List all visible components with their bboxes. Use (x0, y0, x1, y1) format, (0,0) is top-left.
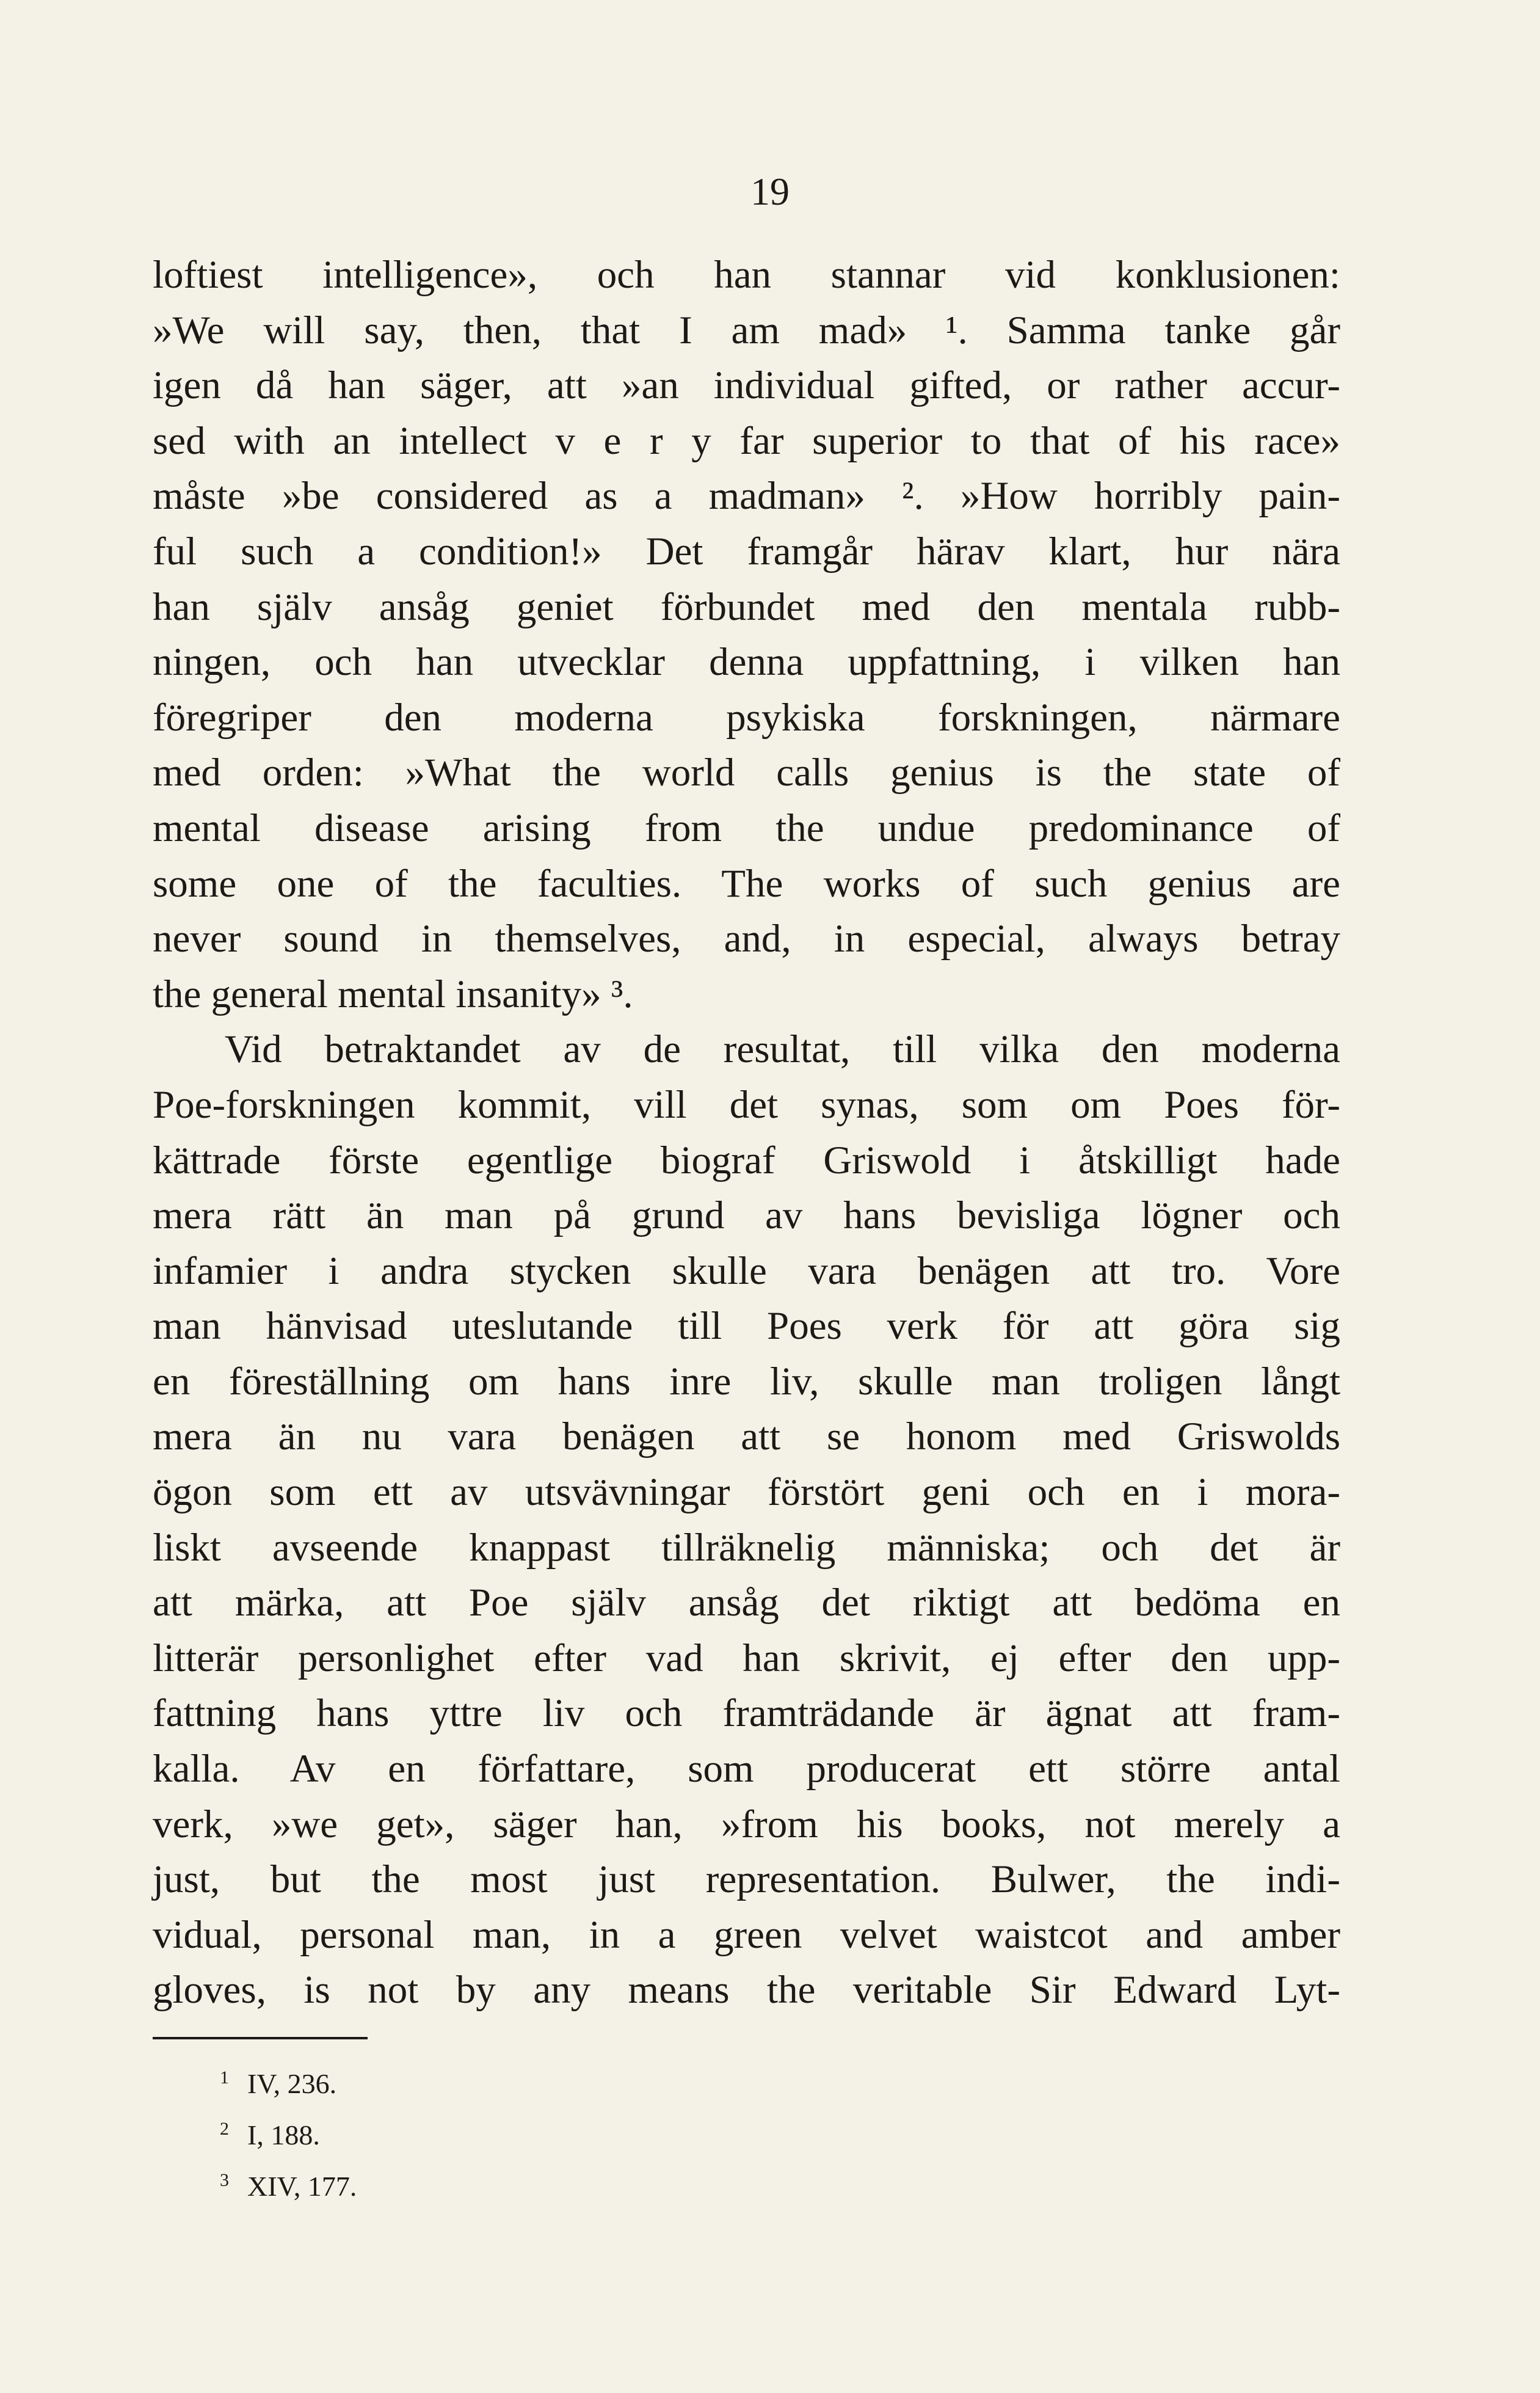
footnote (220, 2103, 357, 2155)
footnote-mark: 1 (220, 2067, 229, 2088)
body-text (153, 247, 1340, 2018)
footnote-text: XIV, 177. (247, 2171, 357, 2202)
text-line: Vid betraktandet av de resultat, till vilka den moderna (225, 1027, 1340, 1072)
text-line: ful such a condition!» Det framgår härav klart, hur nära (153, 529, 1340, 574)
text-line: med orden: »What the world calls genius is the state of (153, 751, 1340, 795)
text-line: never sound in themselves, and, in especial, always betray (153, 917, 1340, 961)
text-line: måste »be considered as a madman» ². »How horribly pain- (153, 474, 1340, 519)
text-line: igen då han säger, att »an individual gifted, or rather accur- (153, 363, 1340, 408)
text-line: föregriper den moderna psykiska forskningen, närmare (153, 695, 1340, 740)
text-line: just, but the most just representation. Bulwer, the indi- (153, 1857, 1340, 1902)
text-line: ögon som ett av utsvävningar förstört geni och en i mora- (153, 1470, 1340, 1515)
text-line: mera rätt än man på grund av hans bevisliga lögner och (153, 1193, 1340, 1238)
footnote (220, 2052, 357, 2103)
footnote-text: IV, 236. (247, 2068, 337, 2099)
text-line: han själv ansåg geniet förbundet med den mentala rubb- (153, 585, 1340, 629)
text-line: man hänvisad uteslutande till Poes verk för att göra sig (153, 1304, 1340, 1349)
text-line: sed with an intellect v e r y far superior to that of his race» (153, 418, 1340, 463)
text-line: liskt avseende knappast tillräknelig människa; och det är (153, 1525, 1340, 1570)
footnotes (220, 2052, 357, 2206)
footnote-mark: 2 (220, 2119, 229, 2139)
text-line: en föreställning om hans inre liv, skulle man troligen långt (153, 1359, 1340, 1404)
footnote-divider (153, 2037, 368, 2039)
text-line: att märka, att Poe själv ansåg det riktigt att bedöma en (153, 1581, 1340, 1625)
footnote-mark: 3 (220, 2170, 229, 2190)
text-line: the general mental insanity» ³. (153, 972, 633, 1016)
footnote (220, 2155, 357, 2206)
text-line: loftiest intelligence», och han stannar vid konklusionen: (153, 253, 1340, 297)
text-line: verk, »we get», säger han, »from his books, not merely a (153, 1802, 1340, 1846)
text-line: kalla. Av en författare, som producerat ett större antal (153, 1747, 1340, 1791)
text-line: vidual, personal man, in a green velvet waistcot and amber (153, 1912, 1340, 1957)
text-line: kättrade förste egentlige biograf Griswold i åtskilligt hade (153, 1138, 1340, 1182)
text-line: some one of the faculties. The works of such genius are (153, 861, 1340, 906)
footnote-text: I, 188. (247, 2119, 320, 2151)
text-line: fattning hans yttre liv och framträdande är ägnat att fram- (153, 1691, 1340, 1736)
text-line: »We will say, then, that I am mad» ¹. Samma tanke går (153, 308, 1340, 352)
page-number: 19 (750, 170, 790, 213)
text-line: ningen, och han utvecklar denna uppfattning, i vilken han (153, 640, 1340, 685)
text-line: Poe-forskningen kommit, vill det synas, som om Poes för- (153, 1082, 1340, 1127)
text-line: gloves, is not by any means the veritable Sir Edward Lyt- (153, 1968, 1340, 2012)
text-line: mera än nu vara benägen att se honom med Griswolds (153, 1415, 1340, 1459)
text-line: litterär personlighet efter vad han skrivit, ej efter den upp- (153, 1636, 1340, 1680)
text-line: mental disease arising from the undue predominance of (153, 806, 1340, 850)
text-line: infamier i andra stycken skulle vara benägen att tro. Vore (153, 1248, 1340, 1293)
